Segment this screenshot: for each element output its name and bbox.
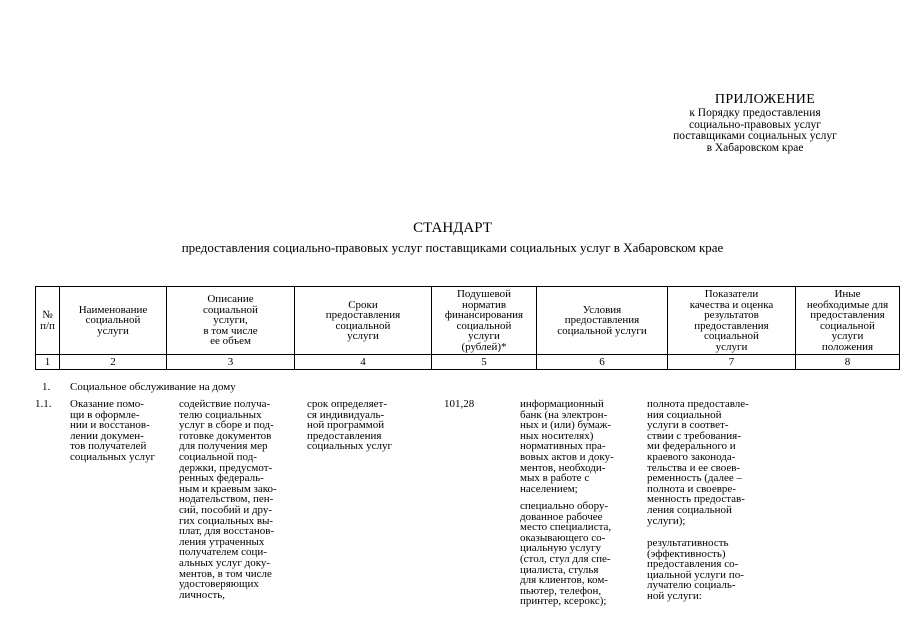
section-number: 1. — [42, 381, 51, 393]
service-description-cell: содействие получа- телю социальных услуг в сборе и под- готовке документов для получения мер социальной под- держки, предусмот- ренных федераль- ным и краевым зако- нодательством, пен- сий, пособий и дру- гих социальных вы- плат, для восстанов- ления утраченных получателем соци- альных услуг доку- ментов, в том числе удостоверяющих личность, — [179, 398, 277, 601]
column-number: 1 — [36, 355, 60, 370]
column-number: 5 — [432, 355, 537, 370]
header-cell-number: № п/п — [36, 287, 60, 355]
table-header-row — [36, 287, 900, 355]
service-quality-cell: результативность (эффективность) предоставления со- циальной услуги по- лучателю социаль- ной услуги: — [647, 537, 744, 602]
column-number: 2 — [60, 355, 167, 370]
column-number: 7 — [668, 355, 796, 370]
appendix-line: в Хабаровском крае — [706, 141, 804, 154]
column-number: 8 — [796, 355, 900, 370]
column-number: 6 — [537, 355, 668, 370]
service-conditions-cell: информационный банк (на электрон- ных и (или) бумаж- ных носителях) нормативных пра- вовых актов и доку- ментов, необходи- мых в работе с населением; — [520, 398, 614, 495]
column-number-row — [36, 355, 900, 370]
standard-table — [35, 286, 900, 370]
header-cell-quality: Показатели качества и оценка результатов предоставления социальной услуги — [668, 287, 796, 355]
appendix-line: поставщиками социальных услуг — [673, 130, 837, 142]
service-terms-cell: срок определяет- ся индивидуаль- ной программой предоставления социальных услуг — [307, 398, 393, 453]
service-norm-cell: 101,28 — [444, 398, 475, 410]
appendix-block — [620, 92, 890, 154]
service-name-cell: Оказание помо- щи в оформле- нии и восстанов- лении докумен- тов получателей социальных услуг — [70, 398, 156, 463]
section-title: Социальное обслуживание на дому — [70, 381, 236, 393]
appendix-title: ПРИЛОЖЕНИЕ — [714, 92, 816, 107]
document-title: СТАНДАРТ — [413, 220, 492, 236]
service-conditions-cell: специально обору- дованное рабочее место специалиста, оказывающего со- циальную услугу (стол, стул для спе- циалиста, стулья для клиентов, ком- пьютер, телефон, принтер, ксерокс); — [520, 500, 612, 608]
appendix-line: социально-правовых услуг — [688, 118, 822, 131]
header-cell-name: Наименование социальной услуги — [60, 287, 167, 355]
header-cell-terms: Сроки предоставления социальной услуги — [295, 287, 432, 355]
column-number: 3 — [167, 355, 295, 370]
row-number: 1.1. — [35, 398, 52, 410]
column-number: 4 — [295, 355, 432, 370]
header-cell-conditions: Условия предоставления социальной услуги — [537, 287, 668, 355]
header-cell-description: Описание социальной услуги, в том числе ее объем — [167, 287, 295, 355]
document-subtitle: предоставления социально-правовых услуг поставщиками социальных услуг в Хабаровском крае — [181, 240, 724, 255]
appendix-line: к Порядку предоставления — [689, 107, 821, 119]
header-cell-norm: Подушевой норматив финансирования социальной услуги (рублей)* — [432, 287, 537, 355]
service-quality-cell: полнота предоставле- ния социальной услуги в соответ- ствии с требования- ми федерального и краевого законода- тельства и ее своев- ременность (далее – полнота и своевре- менность предостав- ления социальной услуги); — [647, 398, 749, 527]
header-cell-other: Иные необходимые для предоставления социальной услуги положения — [796, 287, 900, 355]
